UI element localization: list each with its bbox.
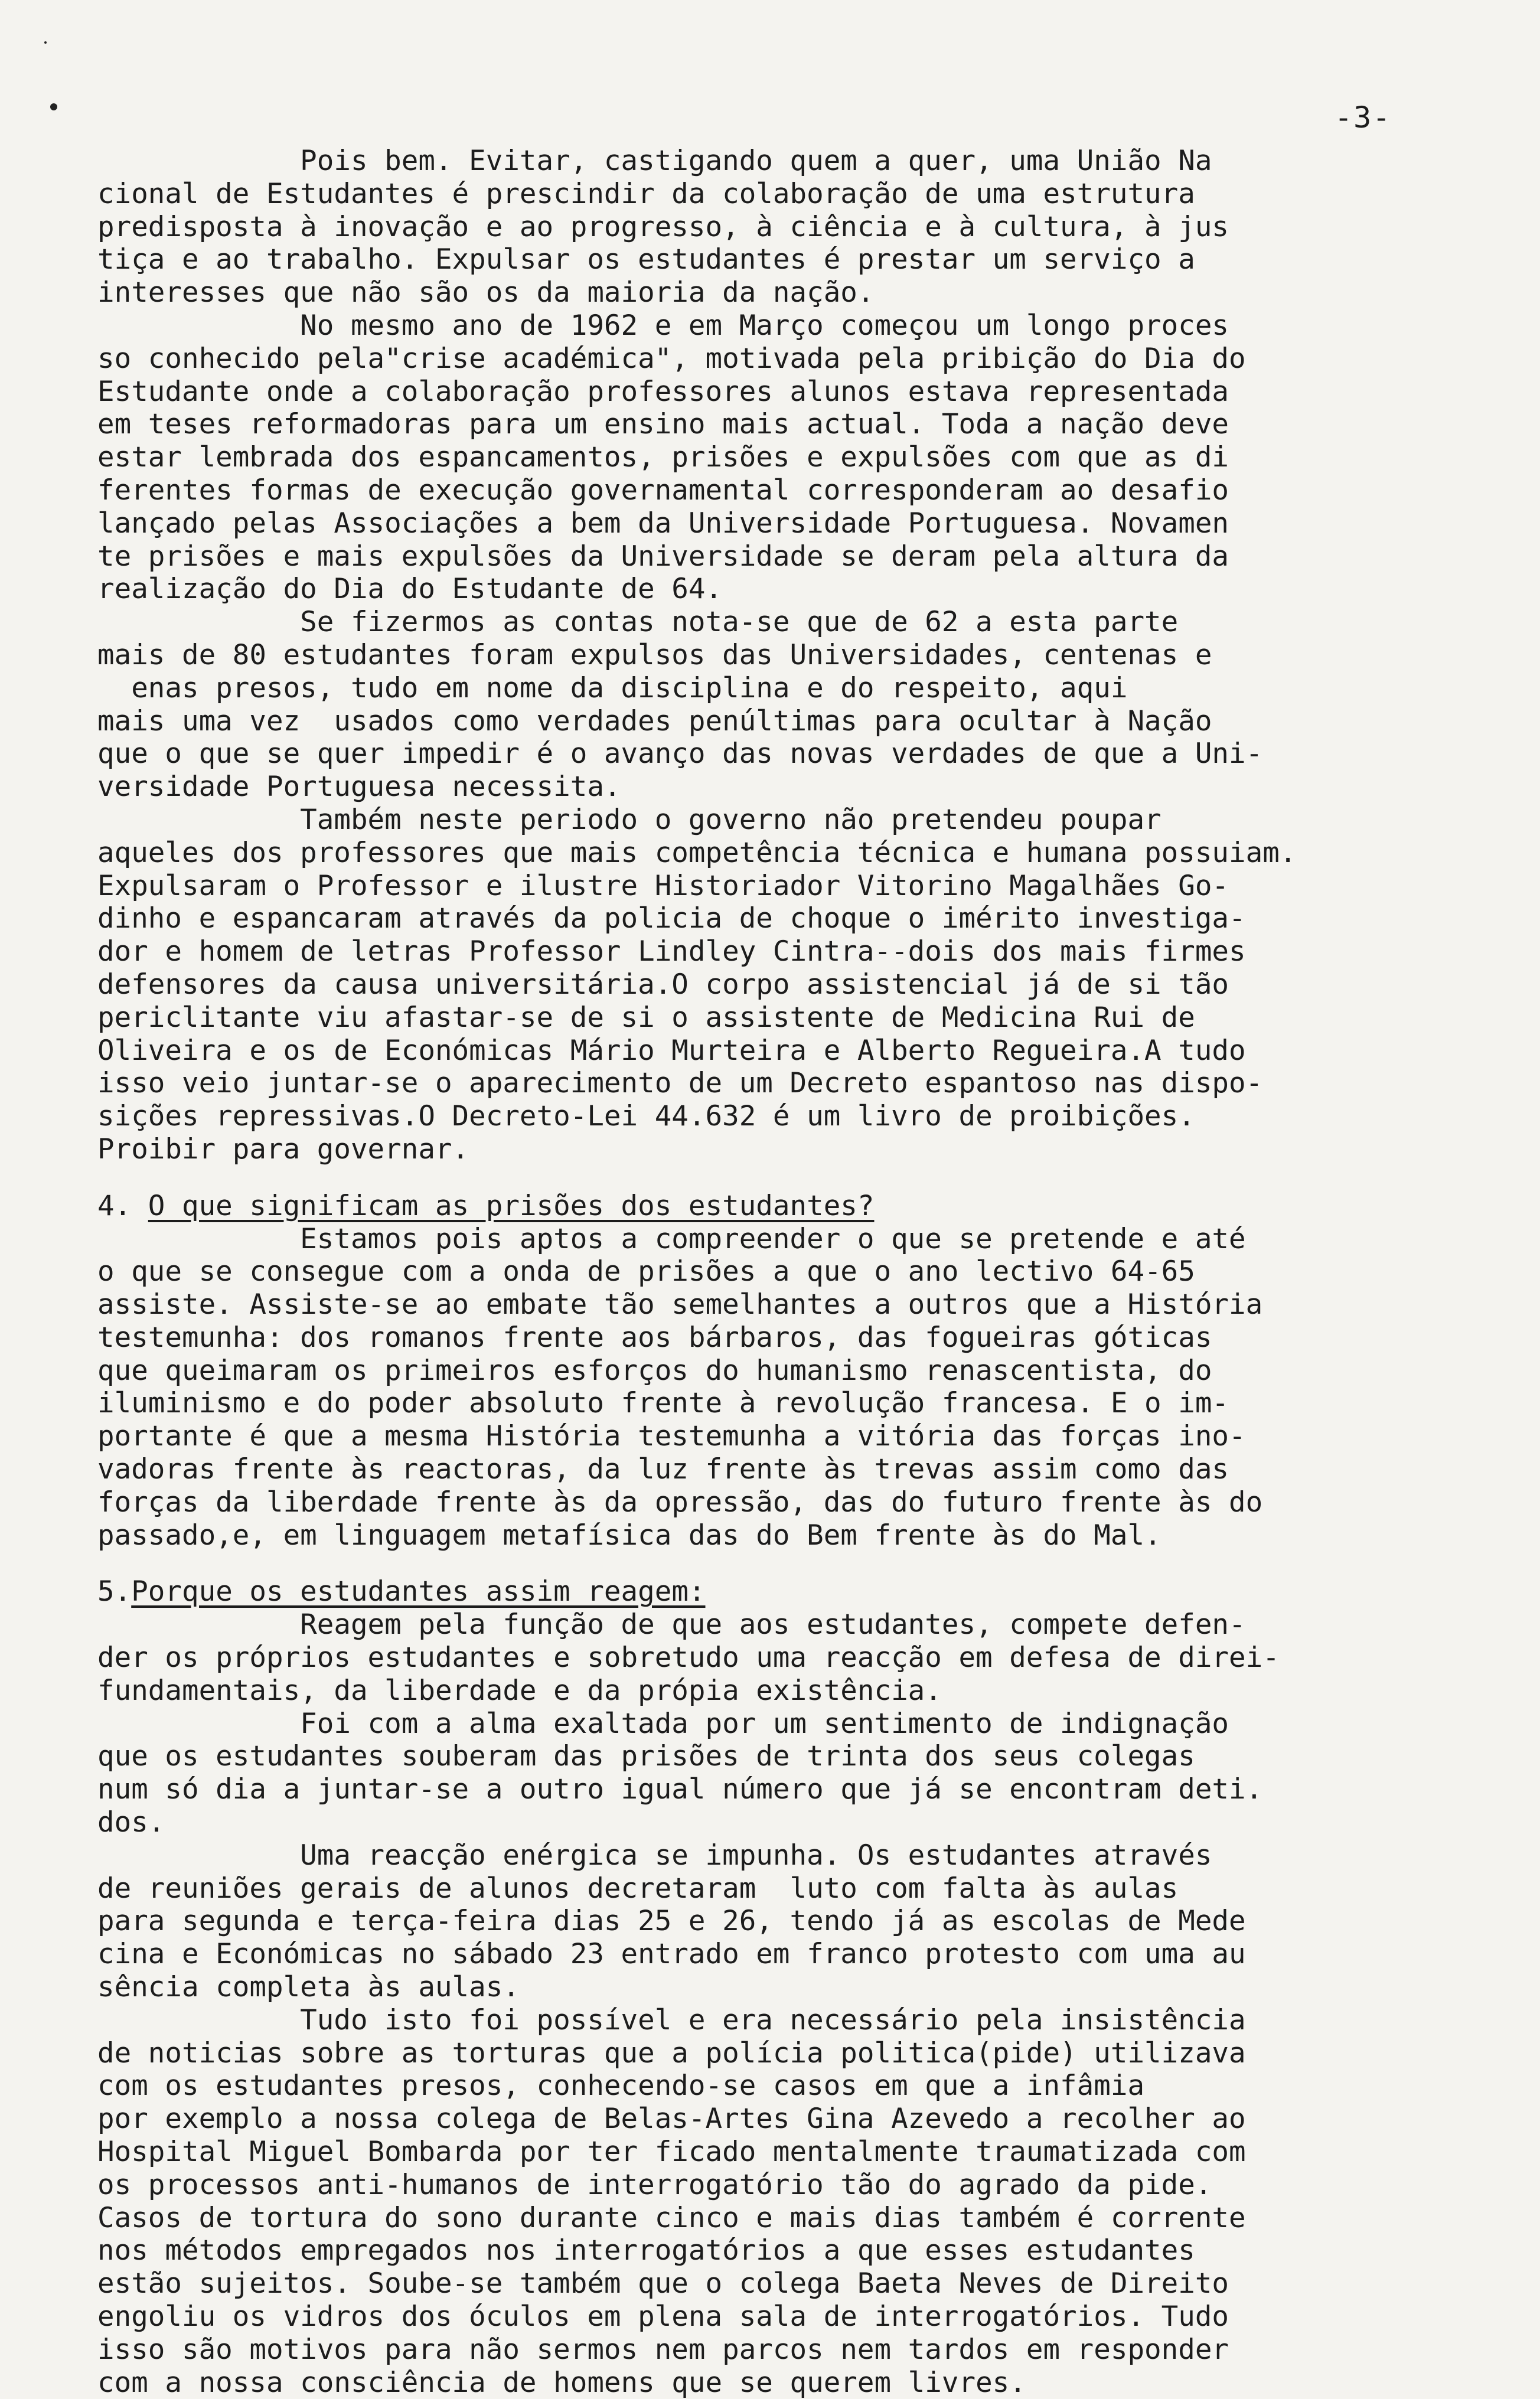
paragraph: Se fizermos as contas nota-se que de 62 a esta parte mais de 80 estudantes foram expulsos das Universidades, centenas e enas presos, tudo em nome da disciplina e do respeito, aqui mais uma vez usados como verdades penúltimas para ocultar à Nação que o que se quer impedir é o avanço das novas verdades de que a Uni- versidade Portuguesa necessita.: [97, 606, 1263, 804]
section-title: O que significam as prisões dos estudantes?: [148, 1189, 875, 1222]
paragraph: No mesmo ano de 1962 e em Março começou um longo proces so conhecido pela"crise académica", motivada pela pribição do Dia do Estudante onde a colaboração professores alunos estava representada em teses reformadoras para um ensino mais actual. Toda a nação deve estar lembrada dos espancamentos, prisões e expulsões com que as di ferentes formas de execução governamental corresponderam ao desafio lançado pelas Associações a bem da Universidade Portuguesa. Novamen te prisões e mais expulsões da Universidade se deram pela altura da realização do Dia do Estudante de 64.: [97, 309, 1246, 606]
paragraph: Pois bem. Evitar, castigando quem a quer, uma União Na cional de Estudantes é prescindir da colaboração de uma estrutura predisposta à inovação e ao progresso, à ciência e à cultura, à jus tiça e ao trabalho. Expulsar os estudantes é prestar um serviço a interesses que não são os da maioria da nação.: [97, 145, 1229, 309]
speck-mark: [50, 103, 57, 110]
section-title: Porque os estudantes assim reagem:: [131, 1575, 706, 1608]
section-number: 5.: [97, 1575, 132, 1608]
paragraph: Tudo isto foi possível e era necessário pela insistência de noticias sobre as torturas que a polícia politica(pide) utilizava com os estudantes presos, conhecendo-se casos em que a infâmia por exemplo a nossa colega de Belas-Artes Gina Azevedo a recolher ao Hospital Miguel Bombarda por ter ficado mentalmente traumatizada com os processos anti-humanos de interrogatório tão do agrado da pide. Casos de tortura do sono durante cinco e mais dias também é corrente nos métodos empregados nos interrogatórios a que esses estudantes estão sujeitos. Soube-se também que o colega Baeta Neves de Direito engoliu os vidros dos óculos em plena sala de interrogatórios. Tudo isso são motivos para não sermos nem parcos nem tardos em responder com a nossa consciência de homens que se querem livres.: [97, 2003, 1246, 2399]
speck-mark: [44, 41, 47, 44]
paragraph: Foi com a alma exaltada por um sentimento de indignação que os estudantes souberam das prisões de trinta dos seus colegas num só dia a juntar-se a outro igual número que já se encontram deti. dos.: [97, 1707, 1263, 1839]
paragraph: Também neste periodo o governo não pretendeu poupar aqueles dos professores que mais competência técnica e humana possuiam. Expulsaram o Professor e ilustre Historiador Vitorino Magalhães Go- dinho e espancaram através da policia de choque o imérito investiga- dor e homem de letras Professor Lindley Cintra--dois dos mais firmes defensores da causa universitária.O corpo assistencial já de si tão periclitante viu afastar-se de si o assistente de Medicina Rui de Oliveira e os de Económicas Mário Murteira e Alberto Regueira.A tudo isso veio juntar-se o aparecimento de um Decreto espantoso nas dispo- sições repressivas.O Decreto-Lei 44.632 é um livro de proibições. Proibir para governar.: [97, 803, 1297, 1166]
paragraph: Reagem pela função de que aos estudantes, compete defen- der os próprios estudantes e sobretudo uma reacção em defesa de direi- fundamentais, da liberdade e da própia existência.: [97, 1608, 1280, 1707]
section-heading-5: [97, 1575, 1391, 1608]
paragraph: Estamos pois aptos a compreender o que se pretende e até o que se consegue com a onda de prisões a que o ano lectivo 64-65 assiste. Assiste-se ao embate tão semelhantes a outros que a História testemunha: dos romanos frente aos bárbaros, das fogueiras góticas que queimaram os primeiros esforços do humanismo renascentista, do iluminismo e do poder absoluto frente à revolução francesa. E o im- portante é que a mesma História testemunha a vitória das forças ino- vadoras frente às reactoras, da luz frente às trevas assim como das forças da liberdade frente às da opressão, das do futuro frente às do passado,e, em linguagem metafísica das do Bem frente às do Mal.: [97, 1222, 1263, 1552]
section-number: 4.: [97, 1189, 148, 1222]
page-number: -3-: [1335, 100, 1392, 135]
document-body: [97, 145, 1391, 2399]
paragraph: Uma reacção enérgica se impunha. Os estudantes através de reuniões gerais de alunos decretaram luto com falta às aulas para segunda e terça-feira dias 25 e 26, tendo já as escolas de Mede cina e Económicas no sábado 23 entrado em franco protesto com uma au sência completa às aulas.: [97, 1839, 1246, 2004]
section-heading-4: [97, 1190, 1391, 1223]
